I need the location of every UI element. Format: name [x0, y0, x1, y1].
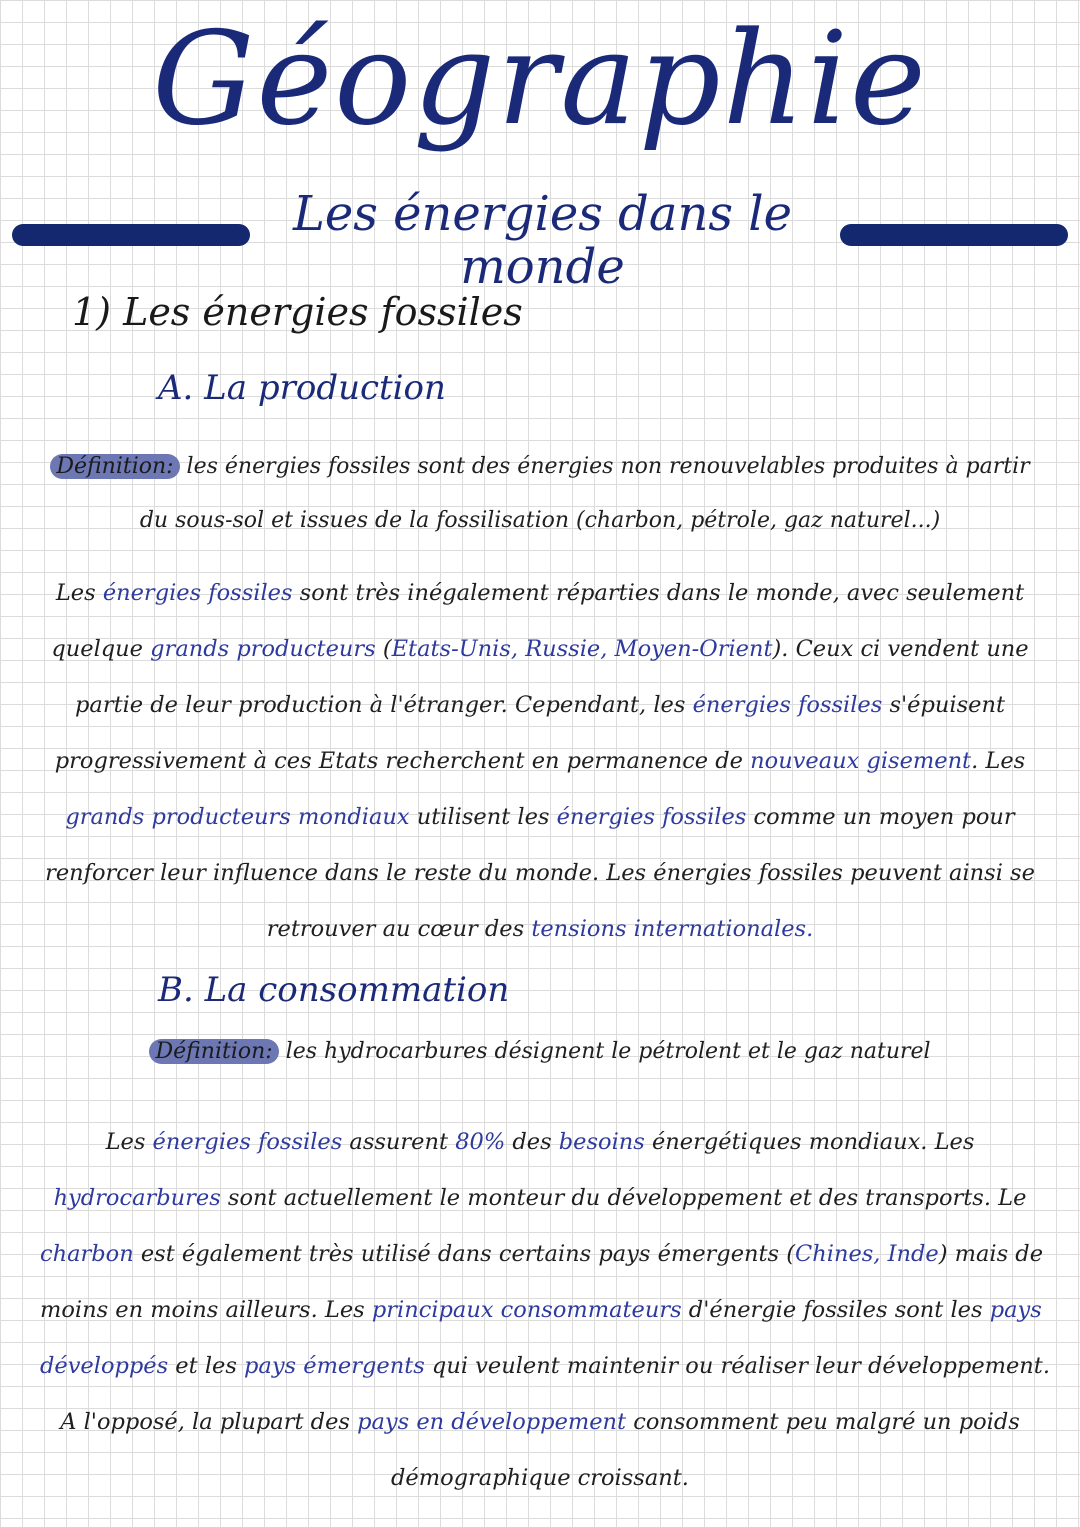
highlighted-term: pays [989, 1297, 1042, 1323]
paragraph-line [40, 1282, 1040, 1338]
text-segment: A l'opposé, la plupart des [60, 1409, 358, 1435]
text-segment: . Les [971, 748, 1026, 774]
paragraph-line [40, 901, 1040, 957]
text-segment: Les [55, 580, 103, 606]
definition-label: Définition: [149, 1039, 278, 1064]
text-segment: consomment peu malgré un poids [626, 1409, 1020, 1435]
paragraph-consommation [40, 1114, 1050, 1506]
subsection-heading-production: A. La production [158, 368, 446, 408]
highlighted-term: énergies fossiles [556, 804, 747, 830]
highlighted-term: nouveaux gisement [750, 748, 972, 774]
text-segment: énergétiques mondiaux. Les [644, 1129, 975, 1155]
text-segment: qui veulent maintenir ou réaliser leur développement. [424, 1353, 1050, 1379]
paragraph-line [40, 1170, 1040, 1226]
paragraph-line [40, 565, 1040, 621]
paragraph-line [40, 1226, 1044, 1282]
text-segment: comme un moyen pour [746, 804, 1015, 830]
highlighted-term: 80% [455, 1129, 506, 1155]
text-segment: utilisent les [409, 804, 557, 830]
paragraph-line [40, 845, 1040, 901]
text-segment: et les [168, 1353, 245, 1379]
text-segment: ( [375, 636, 392, 662]
paragraph-line [40, 1450, 1040, 1506]
text-segment: s'épuisent [882, 692, 1005, 718]
text-segment: Les [105, 1129, 153, 1155]
definition-text-line2: du sous-sol et issues de la fossilisation (charbon, pétrole, gaz naturel...) [139, 508, 941, 533]
text-segment: sont actuellement le monteur du développement et des transports. Le [220, 1185, 1027, 1211]
highlighted-term: hydrocarbures [53, 1185, 221, 1211]
text-segment: ) mais de [938, 1241, 1044, 1267]
text-segment: d'énergie fossiles sont les [681, 1297, 990, 1323]
text-segment: renforcer leur influence dans le reste du monde. Les énergies fossiles peuvent ainsi se [45, 860, 1035, 886]
text-segment: assurent [342, 1129, 456, 1155]
subtitle: Les énergies dans le monde [292, 186, 793, 295]
text-segment: démographique croissant. [391, 1465, 689, 1491]
highlighted-term: besoins [558, 1129, 645, 1155]
paragraph-line [40, 789, 1040, 845]
highlighted-term: principaux consommateurs [371, 1297, 682, 1323]
highlighted-term: énergies fossiles [152, 1129, 343, 1155]
highlighted-term: tensions internationales. [531, 916, 814, 942]
text-segment: ). Ceux ci vendent une [772, 636, 1029, 662]
highlighted-term: charbon [40, 1241, 134, 1267]
text-segment: des [505, 1129, 559, 1155]
definition-consommation [40, 1030, 1040, 1074]
title-underline-right [840, 224, 1068, 246]
paragraph-line [40, 677, 1040, 733]
paragraph-production [40, 565, 1040, 957]
definition-production [40, 440, 1040, 548]
paragraph-line [40, 621, 1040, 677]
highlighted-term: grands producteurs mondiaux [65, 804, 410, 830]
text-segment: progressivement à ces Etats recherchent en permanence de [54, 748, 751, 774]
highlighted-term: énergies fossiles [102, 580, 293, 606]
highlighted-term: énergies fossiles [692, 692, 883, 718]
highlighted-term: développés [40, 1353, 169, 1379]
text-segment: retrouver au cœur des [266, 916, 532, 942]
definition-text: les hydrocarbures désignent le pétrolent et le gaz naturel [278, 1039, 931, 1064]
text-segment: quelque [51, 636, 151, 662]
section-heading: 1) Les énergies fossiles [72, 290, 523, 334]
text-segment: partie de leur production à l'étranger. Cependant, les [75, 692, 693, 718]
text-segment: est également très utilisé dans certains pays émergents ( [133, 1241, 796, 1267]
subsection-heading-consommation: B. La consommation [158, 970, 510, 1010]
paragraph-line [40, 1114, 1040, 1170]
highlighted-term: pays en développement [357, 1409, 627, 1435]
paragraph-line [40, 1394, 1040, 1450]
definition-label: Définition: [50, 454, 179, 479]
title-underline-left [12, 224, 250, 246]
highlighted-term: Chines, Inde [795, 1241, 939, 1267]
highlighted-term: Etats-Unis, Russie, Moyen-Orient [391, 636, 773, 662]
paragraph-line [40, 1338, 1050, 1394]
paragraph-line [40, 733, 1040, 789]
page-title: Géographie [152, 5, 928, 154]
text-segment: moins en moins ailleurs. Les [40, 1297, 372, 1323]
text-segment: sont très inégalement réparties dans le monde, avec seulement [292, 580, 1025, 606]
highlighted-term: pays émergents [244, 1353, 425, 1379]
highlighted-term: grands producteurs [150, 636, 376, 662]
definition-text: les énergies fossiles sont des énergies non renouvelables produites à partir [179, 454, 1030, 479]
